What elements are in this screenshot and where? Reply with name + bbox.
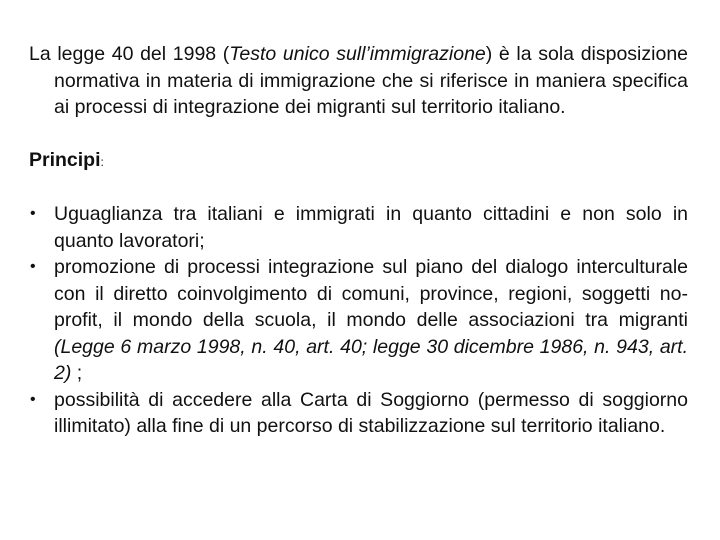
principle-item-intercultural-dialogue: [29, 254, 688, 387]
slide-content: [29, 41, 688, 440]
bullet-icon: •: [30, 390, 36, 408]
intro-text-start: La legge 40 del 1998 (: [29, 43, 230, 65]
principle-text: Uguaglianza tra italiani e immigrati in quanto cittadini e non solo in quanto lavoratori;: [54, 203, 688, 252]
principles-list: [29, 201, 688, 440]
principles-heading-label: Principi: [29, 148, 101, 171]
principle-text: possibilità di accedere alla Carta di Soggiorno (permesso di soggiorno illimitato) alla fine di un percorso di stabilizzazione sul territorio italiano.: [54, 388, 688, 437]
principle-law-citation: (Legge 6 marzo 1998, n. 40, art. 40; legge 30 dicembre 1986, n. 943, art. 2): [54, 335, 688, 384]
principle-text-end: ;: [71, 362, 83, 384]
intro-law-title: Testo unico sull’immigrazione: [229, 43, 486, 65]
principle-text: promozione di processi integrazione sul piano del dialogo interculturale con il diretto coinvolgimento di comuni, province, regioni, soggetti no-profit, il mondo della scuola, il mondo delle associazioni tra migranti: [54, 256, 688, 331]
principles-heading-colon: :: [100, 154, 104, 169]
intro-text-end: ) è la sola disposizione normativa in materia di immigrazione che si riferisce in maniera specifica ai processi di integrazione dei migranti sul territorio italiano.: [54, 43, 689, 118]
intro-paragraph: [29, 41, 688, 121]
bullet-icon: •: [30, 258, 36, 275]
bullet-icon: •: [30, 205, 36, 222]
principle-item-residence-card: [29, 387, 688, 440]
principles-heading: [29, 147, 688, 176]
principle-item-equality: [29, 201, 688, 254]
